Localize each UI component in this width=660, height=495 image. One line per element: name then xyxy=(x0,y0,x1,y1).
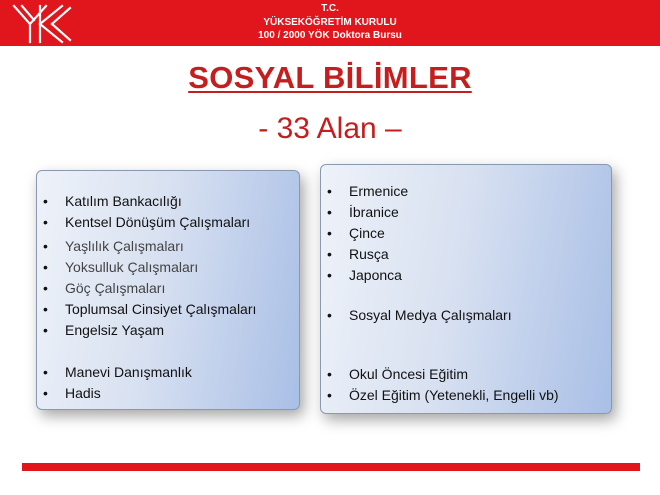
list-item: • Hadis xyxy=(65,384,101,402)
list-item: • Manevi Danışmanlık xyxy=(65,363,192,381)
list-item: • Toplumsal Cinsiyet Çalışmaları xyxy=(65,300,256,318)
header-text xyxy=(100,2,560,43)
list-item: • Kentsel Dönüşüm Çalışmaları xyxy=(65,213,250,231)
list-item: • Japonca xyxy=(349,266,402,284)
list-item: • Sosyal Medya Çalışmaları xyxy=(349,306,512,324)
header-line-3: 100 / 2000 YÖK Doktora Bursu xyxy=(258,30,402,41)
header-line-2: YÜKSEKÖĞRETİM KURULU xyxy=(263,16,397,28)
list-item: • Engelsiz Yaşam xyxy=(65,321,164,339)
list-item: • İbranice xyxy=(349,203,399,221)
left-list-box xyxy=(36,170,300,410)
list-item: • Çince xyxy=(349,224,385,242)
page-title: SOSYAL BİLİMLER xyxy=(188,60,472,95)
footer-divider xyxy=(22,463,640,471)
list-item: • Özel Eğitim (Yetenekli, Engelli vb) xyxy=(349,386,559,404)
header-line-1: T.C. xyxy=(321,3,339,14)
yok-logo-icon xyxy=(0,0,84,46)
header-bar xyxy=(0,0,660,46)
right-list-box xyxy=(320,164,612,414)
list-item: • Ermenice xyxy=(349,182,408,200)
list-item: • Rusça xyxy=(349,245,389,263)
page-subtitle: - 33 Alan – xyxy=(258,112,402,145)
list-item: • Okul Öncesi Eğitim xyxy=(349,365,468,383)
list-item: • Yoksulluk Çalışmaları xyxy=(65,258,198,276)
list-item: • Katılım Bankacılığı xyxy=(65,192,182,210)
list-item: • Yaşlılık Çalışmaları xyxy=(65,237,184,255)
list-item: • Göç Çalışmaları xyxy=(65,279,165,297)
